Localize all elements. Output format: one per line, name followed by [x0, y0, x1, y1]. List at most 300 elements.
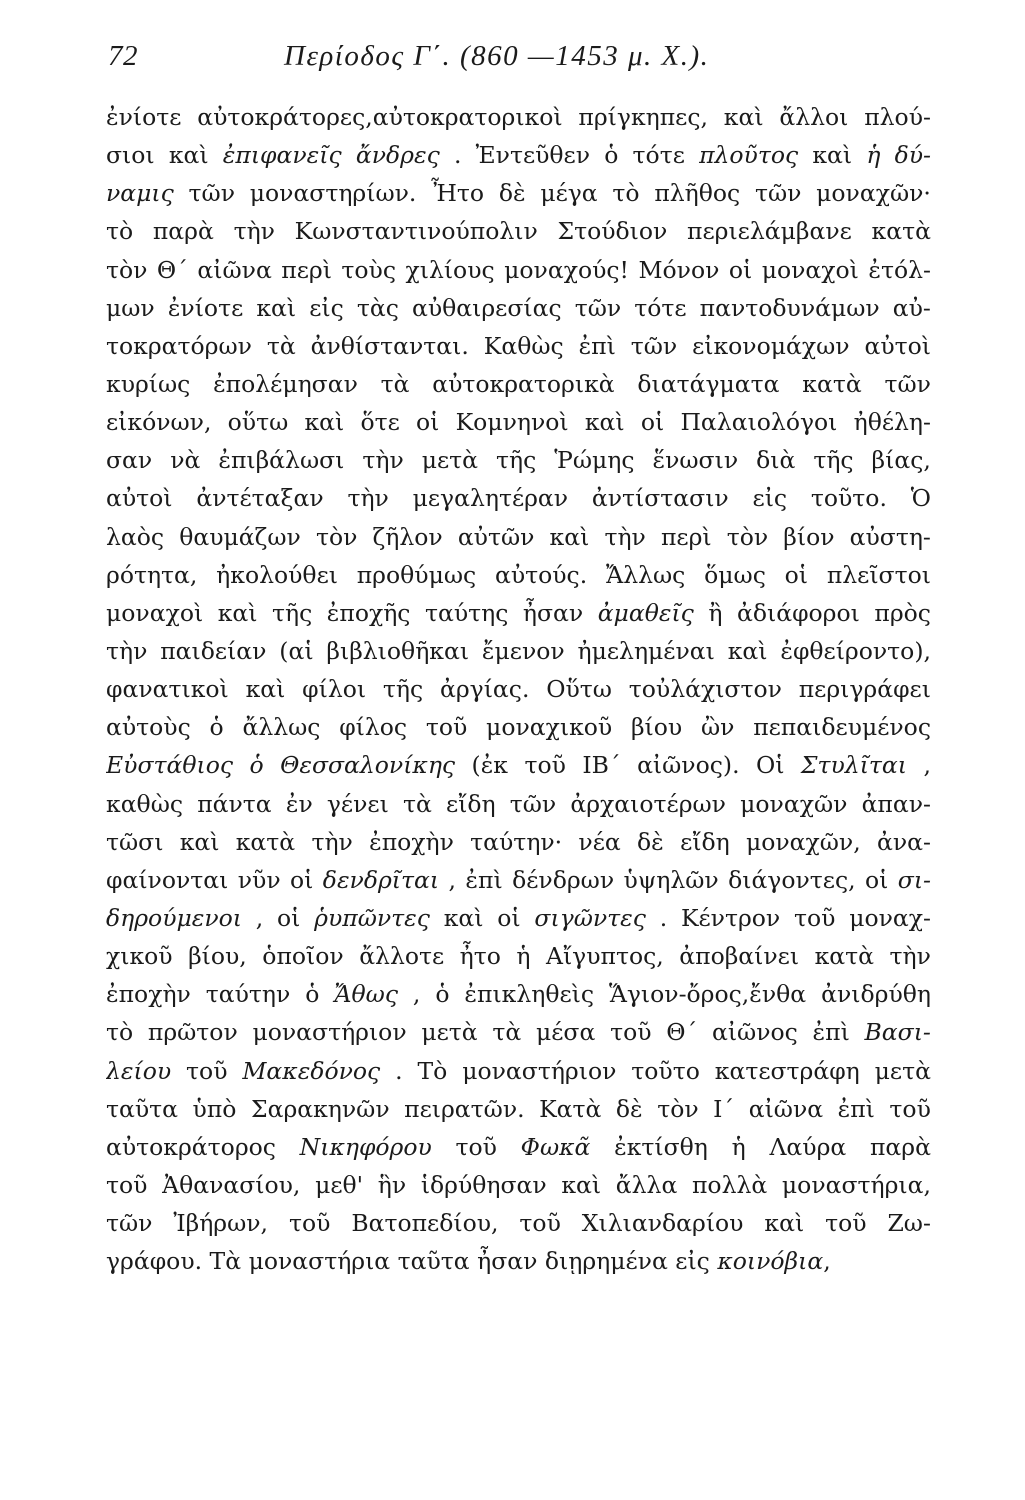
text-word: τὰς	[356, 293, 399, 322]
text-word: περιελάμβανε	[687, 217, 852, 246]
text-word: βίου	[630, 713, 683, 742]
text-word: οἱ	[497, 903, 521, 932]
text-word: μοναστήριον	[252, 1018, 407, 1047]
text-word: μοναστηρίων.	[249, 179, 417, 208]
text-line	[106, 1242, 931, 1280]
text-word: τὸ	[106, 217, 134, 246]
text-word: ἐκτίσθη	[614, 1132, 708, 1161]
text-word: τὰ	[402, 789, 432, 818]
text-word: .	[659, 903, 668, 932]
text-word: ναμις	[106, 179, 174, 208]
text-word: .	[395, 1056, 403, 1085]
text-word: πολλὰ	[691, 1170, 768, 1199]
text-line	[106, 212, 931, 250]
text-word: τοὺς	[341, 255, 397, 284]
text-word: μοναχούς!	[504, 255, 629, 284]
text-word: τὴν	[362, 446, 404, 475]
text-word: πλοῦτος	[699, 141, 799, 170]
text-word: αὐτοὶ	[106, 484, 173, 513]
text-word: Ἄθως	[334, 980, 398, 1009]
text-line	[106, 670, 931, 708]
text-word: τὸν	[657, 1094, 699, 1123]
text-word: τὴν	[311, 827, 353, 856]
text-word: καὶ	[727, 636, 768, 665]
text-word: τοῦ	[524, 751, 566, 780]
text-word: ,	[412, 980, 421, 1009]
text-line	[106, 136, 931, 174]
text-word: Κατὰ	[539, 1094, 602, 1123]
text-word: ἄλλως	[242, 713, 321, 742]
text-word: Στούδιον	[557, 217, 668, 246]
text-word: ἐπὶ	[812, 1018, 850, 1047]
text-word: Θ΄	[156, 255, 188, 284]
text-word: τοῦ	[425, 713, 468, 742]
text-line	[106, 1090, 931, 1128]
text-word: μοναχῶν	[740, 789, 848, 818]
text-line	[106, 1128, 931, 1166]
text-word: τότε	[634, 293, 687, 322]
text-word: οἱ	[640, 408, 665, 437]
text-word: δὲ	[498, 179, 526, 208]
text-word: ἢ	[708, 598, 723, 627]
text-word: ὅτε	[360, 408, 400, 437]
text-line	[106, 98, 931, 136]
text-word: Οἱ	[755, 751, 785, 780]
text-word: νέα	[578, 827, 621, 856]
text-word: Αἴγυπτος,	[546, 942, 664, 971]
text-word: σιγῶντες	[534, 903, 646, 932]
text-word: Θεσσαλονίκης	[280, 751, 456, 780]
text-word: τὰ	[380, 369, 410, 398]
text-word: Βατοπεδίου,	[351, 1209, 499, 1238]
text-word: τοῦτο.	[810, 484, 887, 513]
text-line	[106, 289, 931, 327]
text-word: ἐνίοτε	[167, 293, 244, 322]
text-word: τῶν	[630, 331, 678, 360]
text-word: τὰ	[492, 1018, 522, 1047]
text-line	[106, 899, 931, 937]
text-word: ἣν	[377, 1170, 407, 1199]
text-word: ταῦτα	[106, 1094, 179, 1123]
text-word: Ἐντεῦθεν	[475, 141, 591, 170]
text-word: αἰῶνος	[711, 1018, 798, 1047]
text-word: (ἐκ	[471, 751, 508, 780]
text-word: πλῆθος	[654, 179, 741, 208]
text-word: νῦν	[237, 865, 281, 894]
text-word: καὶ	[245, 675, 286, 704]
text-word: Τὸ	[417, 1056, 448, 1085]
text-word: καὶ	[256, 293, 297, 322]
text-word: καὶ	[168, 141, 209, 170]
text-line	[106, 479, 931, 517]
text-word: λείου	[106, 1056, 172, 1085]
text-word: χιλίους	[405, 255, 495, 284]
text-word: τοῦ	[519, 1209, 561, 1238]
text-word: δὲ	[637, 827, 664, 856]
text-word: οἱ	[416, 408, 440, 437]
text-word: πρὸς	[874, 598, 931, 627]
text-line	[106, 708, 931, 746]
text-word: παντοδυνάμων	[699, 293, 880, 322]
text-word: τοῦ	[455, 1132, 497, 1161]
text-word: δὲ	[615, 1094, 643, 1123]
text-word: φανατικοὶ	[106, 675, 229, 704]
text-word: περιγράφει	[798, 675, 931, 704]
text-word: μοναχῶν·	[816, 179, 931, 208]
text-word: ἡ	[516, 942, 531, 971]
text-line	[106, 861, 931, 899]
text-word: πρῶτον	[147, 1018, 238, 1047]
text-word: χικοῦ	[106, 942, 173, 971]
text-line	[106, 632, 931, 670]
text-word: ταύτης	[424, 598, 509, 627]
text-word: καὶ	[179, 827, 220, 856]
text-word: αἰῶνα	[197, 255, 272, 284]
text-word: μετὰ	[421, 1018, 478, 1047]
text-word: παιδείαν	[160, 636, 267, 665]
text-word: εἴδη	[680, 827, 730, 856]
text-line	[106, 518, 931, 556]
text-word: καὶ	[561, 1170, 602, 1199]
text-word: ἀνιδρύθη	[821, 980, 931, 1009]
text-word: πλεῖστοι	[826, 560, 931, 589]
text-word: ὅμως	[704, 560, 766, 589]
text-word: φίλος	[339, 713, 408, 742]
text-segment: κοινόβια	[717, 1247, 824, 1276]
text-word: τοῦ	[106, 1170, 148, 1199]
text-line	[106, 441, 931, 479]
text-word: ἀντέταξαν	[196, 484, 324, 513]
text-word: αὐστη-	[849, 522, 931, 551]
text-word: μοναχοὶ	[106, 598, 204, 627]
text-word: προθύμως	[356, 560, 477, 589]
text-word: μοναχικοῦ	[486, 713, 613, 742]
text-word: ἐποχῆς	[326, 598, 411, 627]
text-word: ἐπιβάλωσι	[218, 446, 345, 475]
text-word: Εὐστάθιος	[106, 751, 234, 780]
text-word: δηρούμενοι	[106, 903, 243, 932]
text-word: καθὼς	[106, 789, 184, 818]
text-word: ἀνθίστανται.	[310, 331, 469, 360]
text-word: ἄνδρες	[355, 141, 440, 170]
text-word: ,	[448, 865, 456, 894]
text-line	[106, 1166, 931, 1204]
text-word: νὰ	[170, 446, 201, 475]
text-word: ἄλλοι	[779, 103, 849, 131]
text-word: Οὕτω	[546, 675, 612, 704]
text-word: ἀρχαιοτέρων	[570, 789, 726, 818]
text-word: αὐτούς.	[494, 560, 588, 589]
running-head: Περίοδος Γ΄. (860 —1453 μ. Χ.).	[284, 40, 710, 72]
text-word: Βασι-	[864, 1018, 931, 1047]
text-word: Ι΄	[713, 1094, 735, 1123]
text-word: ,	[923, 751, 931, 780]
text-word: εἴδη	[445, 789, 496, 818]
text-word: μετὰ	[874, 1056, 931, 1085]
text-word: Κωνσταντινούπολιν	[294, 217, 538, 246]
text-word: Στυλῖται	[800, 751, 908, 780]
text-word: μοναστήριον	[462, 1056, 617, 1085]
text-word: ῥυπῶντες	[314, 903, 430, 932]
text-word: τότε	[632, 141, 685, 170]
text-word: Ἅγιον-ὄρος,ἔνθα	[608, 980, 807, 1009]
text-word: κατὰ	[235, 827, 296, 856]
text-word: τῶν	[509, 789, 557, 818]
text-word: ἀνα-	[876, 827, 931, 856]
text-word: βίου,	[188, 942, 247, 971]
text-word: ἄλλα	[615, 1170, 678, 1199]
text-word: Ζω-	[887, 1209, 931, 1238]
text-word: λαὸς	[106, 522, 165, 551]
text-word: φαίνονται	[106, 865, 229, 894]
text-word: τὸ	[106, 1018, 134, 1047]
text-word: ἀποβαίνει	[679, 942, 800, 971]
text-word: αὐτοκράτορες,αὐτοκρατορικοὶ	[197, 103, 563, 131]
text-segment: γράφου. Τὰ μοναστήρια ταῦτα ἦσαν διῃρημένα εἰς	[106, 1247, 718, 1276]
text-word: ἠκολούθει	[216, 560, 338, 589]
page-number: 72	[108, 40, 138, 72]
text-word: καὶ	[217, 598, 258, 627]
text-word: γένει	[326, 789, 389, 818]
text-word: ταύτην·	[470, 827, 563, 856]
text-word: ἐποχὴν	[369, 827, 454, 856]
text-word: Μόνον	[638, 255, 720, 284]
text-word: Σαρακηνῶν	[250, 1094, 390, 1123]
text-word: ὑψηλῶν	[623, 865, 719, 894]
text-word: ,	[255, 903, 264, 932]
text-word: αἰῶνος).	[637, 751, 740, 780]
text-word: βίας,	[871, 446, 931, 475]
text-word: ἕνωσιν	[652, 446, 739, 475]
text-word: ἱδρύθησαν	[420, 1170, 547, 1199]
text-word: ἡ	[731, 1132, 746, 1161]
text-line	[106, 251, 931, 289]
text-line	[106, 1013, 931, 1051]
text-word: τῆς	[813, 446, 854, 475]
text-word: Χιλιανδαρίου	[581, 1209, 744, 1238]
text-word: τοῦ	[889, 1094, 931, 1123]
text-word: ἐφθείροντο),	[780, 636, 931, 665]
text-word: .	[453, 141, 462, 170]
text-word: ὁποῖον	[262, 942, 344, 971]
text-line	[106, 1204, 931, 1242]
text-word: μοναχῶν,	[745, 827, 861, 856]
text-word: ἐνίοτε	[106, 103, 182, 131]
text-word: αὐτῶν	[457, 522, 535, 551]
text-word: οἱ	[290, 865, 314, 894]
text-word: ρότητα,	[106, 560, 198, 589]
text-word: τὰ	[266, 331, 296, 360]
text-word: ταύτην	[205, 980, 291, 1009]
text-word: θαυμάζων	[179, 522, 301, 551]
text-word: βίον	[783, 522, 835, 551]
text-word: τῶν	[754, 179, 802, 208]
text-word: οἱ	[865, 865, 889, 894]
text-line	[106, 746, 931, 784]
text-word: ἀπαν-	[861, 789, 931, 818]
text-word: Ὁ	[910, 484, 931, 513]
text-word: σαν	[106, 446, 153, 475]
text-line	[106, 1052, 931, 1090]
text-word: οἱ	[728, 255, 753, 284]
text-word: εἰς	[752, 484, 788, 513]
text-word: ἐπικληθεὶς	[464, 980, 595, 1009]
text-word: τῆς	[496, 446, 537, 475]
text-word: Παλαιολόγοι	[680, 408, 838, 437]
text-word: αὐτοὶ	[864, 331, 931, 360]
text-line	[106, 174, 931, 212]
text-word: παρὰ	[869, 1132, 931, 1161]
text-word: αὐτοκρατορικὰ	[432, 369, 615, 398]
text-word: ἔμενον	[481, 636, 565, 665]
text-word: τὴν	[233, 217, 275, 246]
text-line	[106, 975, 931, 1013]
text-word: εἰκόνων,	[106, 408, 212, 437]
text-word: Ῥώμης	[554, 446, 635, 475]
text-word: ἐποχὴν	[106, 980, 191, 1009]
text-word: τῶσι	[106, 827, 164, 856]
text-word: Καθὼς	[483, 331, 564, 360]
text-word: καὶ	[443, 903, 484, 932]
text-word: μοναχοὶ	[761, 255, 859, 284]
text-word: περὶ	[660, 522, 712, 551]
text-line	[106, 556, 931, 594]
text-word: περὶ	[281, 255, 332, 284]
text-word: τὴν	[106, 636, 148, 665]
text-word: δύ-	[894, 141, 931, 170]
text-word: δένδρων	[512, 865, 615, 894]
text-word: οἱ	[784, 560, 809, 589]
text-word: τοῦ	[794, 903, 836, 932]
text-word: σιοι	[106, 141, 155, 170]
text-word: ἡ	[866, 141, 881, 170]
text-word: διάγοντες,	[728, 865, 856, 894]
text-word: ὁ	[604, 141, 619, 170]
text-word: ἐπολέμησαν	[213, 369, 358, 398]
text-word: Κομνηνοὶ	[455, 408, 569, 437]
text-word: ἐν	[285, 789, 313, 818]
text-word: ὁ	[435, 980, 450, 1009]
text-word: μεγαλητέραν	[412, 484, 569, 513]
text-word: ὑπὸ	[192, 1094, 237, 1123]
text-word: τοῦ	[288, 1209, 331, 1238]
text-word: ὁ	[209, 713, 224, 742]
body-text	[106, 98, 931, 1280]
text-line	[106, 403, 931, 441]
text-line	[106, 785, 931, 823]
text-word: Νικηφόρου	[299, 1132, 432, 1161]
text-word: ΙΒ΄	[582, 751, 621, 780]
text-word: αὐθαιρεσίας	[411, 293, 562, 322]
text-line	[106, 594, 931, 632]
text-word: μοναχ-	[849, 903, 931, 932]
text-word: Θ΄	[666, 1018, 698, 1047]
text-word: Ἰβήρων,	[173, 1209, 269, 1238]
text-word: τῶν	[574, 293, 622, 322]
text-line	[106, 937, 931, 975]
text-word: ἄλλοτε	[359, 942, 445, 971]
text-word: μέσα	[535, 1018, 596, 1047]
text-word: ζῆλον	[372, 522, 443, 551]
text-word: Ἦτο	[431, 179, 485, 208]
text-word: παρὰ	[152, 217, 214, 246]
text-word: τὸν	[315, 522, 358, 551]
text-word: καὶ	[764, 1209, 805, 1238]
text-word: διὰ	[756, 446, 796, 475]
text-word: ἐπὶ	[578, 331, 616, 360]
text-word: οὕτω	[227, 408, 289, 437]
text-word: (αἱ	[279, 636, 314, 665]
text-word: ἀμαθεῖς	[597, 598, 694, 627]
text-word: πάντα	[197, 789, 272, 818]
text-word: μέγα	[540, 179, 598, 208]
text-word: ὁ	[305, 980, 320, 1009]
text-word: ἠθέλη-	[853, 408, 931, 437]
text-segment: ,	[823, 1247, 831, 1276]
text-word: τοῦτο	[631, 1056, 700, 1085]
text-word: τὸν	[726, 522, 769, 551]
text-word: καὶ	[549, 522, 590, 551]
text-word: ὁ	[249, 751, 264, 780]
text-line	[106, 327, 931, 365]
text-word: τὴν	[604, 522, 646, 551]
text-word: ἦτο	[459, 942, 501, 971]
text-word: ἠμελημέναι	[577, 636, 715, 665]
text-word: αὐτοὺς	[106, 713, 191, 742]
text-word: σι-	[897, 865, 931, 894]
text-word: Λαύρα	[769, 1132, 847, 1161]
text-word: δενδρῖται	[322, 865, 440, 894]
text-word: τὸν	[106, 255, 148, 284]
text-word: καὶ	[304, 408, 345, 437]
text-word: ἐπιφανεῖς	[222, 141, 342, 170]
text-word: αἰῶνα	[748, 1094, 824, 1123]
text-word: ἀργίας.	[439, 675, 530, 704]
text-word: Κέντρον	[680, 903, 781, 932]
text-word: τῶν	[106, 1209, 153, 1238]
text-word: Ἀθανασίου,	[162, 1170, 301, 1199]
text-word: τὴν	[889, 942, 931, 971]
text-word: κατὰ	[802, 369, 862, 398]
text-word: τοὐλάχιστον	[628, 675, 782, 704]
text-word: τὸ	[612, 179, 640, 208]
text-word: ἀντίστασιν	[591, 484, 729, 513]
text-word: μων	[106, 293, 155, 322]
text-word: ἦσαν	[522, 598, 584, 627]
text-word: πρίγκηπες,	[578, 103, 708, 131]
text-word: καὶ	[584, 408, 625, 437]
text-word: εἰκονομάχων	[692, 331, 850, 360]
text-word: τοῦ	[610, 1018, 652, 1047]
text-word: ἐτόλ-	[868, 255, 931, 284]
text-word: τῆς	[382, 675, 424, 704]
text-word: διατάγματα	[637, 369, 780, 398]
text-word: Ἄλλως	[605, 560, 686, 589]
text-word: ἐπὶ	[837, 1094, 875, 1123]
text-word: πλού-	[864, 103, 931, 131]
text-word: φίλοι	[302, 675, 367, 704]
text-word: κυρίως	[106, 369, 191, 398]
text-word: τοκρατόρων	[106, 331, 252, 360]
text-word: ὢν	[700, 713, 735, 742]
text-word: αὐτοκράτορος	[106, 1132, 276, 1161]
text-word: μετὰ	[421, 446, 479, 475]
text-word: καὶ	[812, 141, 853, 170]
text-word: ἀδιάφοροι	[736, 598, 860, 627]
text-word: Φωκᾶ	[520, 1132, 591, 1161]
text-word: κατεστράφη	[714, 1056, 860, 1085]
text-word: τοῦ	[186, 1056, 228, 1085]
